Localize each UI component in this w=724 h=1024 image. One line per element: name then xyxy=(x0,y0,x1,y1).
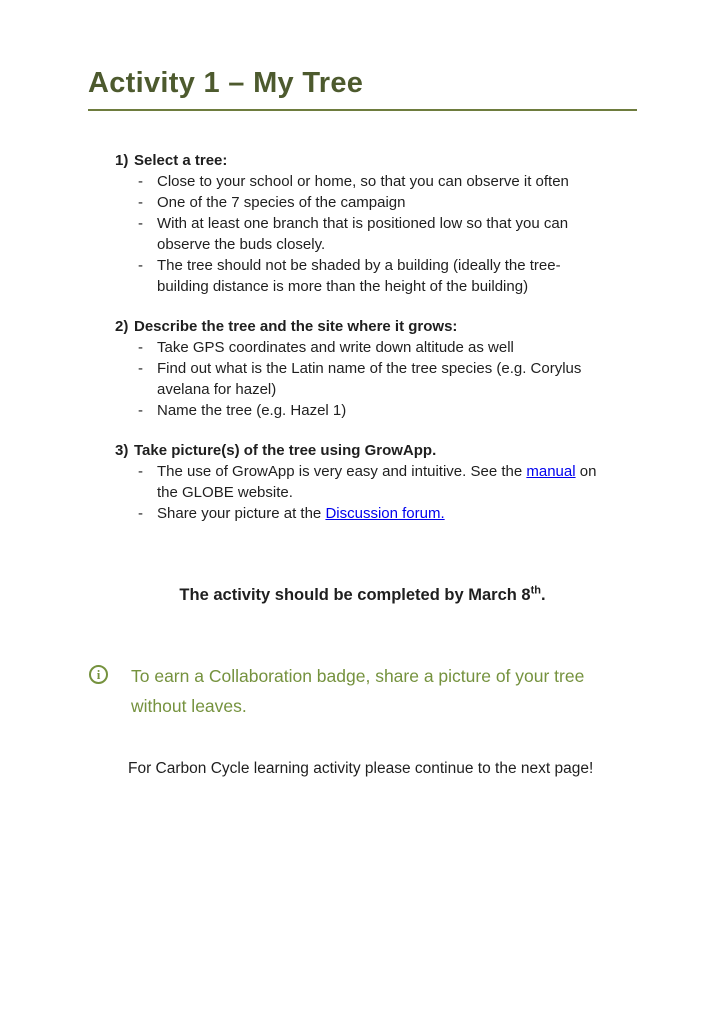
bullet-text: the GLOBE website. xyxy=(157,484,293,501)
bullet-text: Find out what is the Latin name of the tree species (e.g. Corylus xyxy=(157,360,582,377)
list-item xyxy=(115,503,627,524)
dash-bullet: - xyxy=(138,505,143,522)
bullet-text: building distance is more than the height of the building) xyxy=(157,278,529,295)
list-item xyxy=(115,358,627,400)
list-item xyxy=(115,400,627,421)
dash-bullet: - xyxy=(138,257,143,274)
manual-link[interactable]: manual xyxy=(526,463,576,480)
list-item xyxy=(115,171,627,192)
info-icon: i xyxy=(89,665,108,684)
next-page-note: For Carbon Cycle learning activity please continue to the next page! xyxy=(128,760,594,777)
list-item xyxy=(115,461,627,503)
section-heading-text: Take picture(s) of the tree using GrowApp. xyxy=(134,442,437,459)
section-heading xyxy=(115,150,627,171)
dash-bullet: - xyxy=(138,215,143,232)
list-number: 1) xyxy=(115,152,129,169)
bullet-text: Share your picture at the xyxy=(157,505,326,522)
section-heading xyxy=(115,440,627,461)
dash-bullet: - xyxy=(138,402,143,419)
bullet-text: Take GPS coordinates and write down altitude as well xyxy=(157,339,514,356)
discussion-forum-link[interactable]: Discussion forum. xyxy=(325,505,445,522)
section-heading xyxy=(115,316,627,337)
deadline-text: The activity should be completed by March 8 xyxy=(179,586,531,604)
dash-bullet: - xyxy=(138,173,143,190)
dash-bullet: - xyxy=(138,339,143,356)
section-take-pictures xyxy=(115,440,627,524)
section-heading-text: Describe the tree and the site where it grows: xyxy=(134,318,458,335)
title-block xyxy=(88,66,637,111)
deadline-period: . xyxy=(540,586,546,604)
activity-list xyxy=(115,150,627,543)
list-number: 3) xyxy=(115,442,129,459)
deadline-note xyxy=(88,584,637,606)
dash-bullet: - xyxy=(138,194,143,211)
list-item xyxy=(115,337,627,358)
section-describe-the-tree xyxy=(115,316,627,421)
collaboration-note-text: To earn a Collaboration badge, share a picture of your tree without leaves. xyxy=(131,666,585,716)
bullet-text: With at least one branch that is positioned low so that you can xyxy=(157,215,569,232)
list-number: 2) xyxy=(115,318,129,335)
bullet-text: on xyxy=(575,463,597,480)
dash-bullet: - xyxy=(138,463,143,480)
section-select-a-tree xyxy=(115,150,627,297)
list-item xyxy=(115,192,627,213)
collaboration-note xyxy=(89,661,584,721)
list-item xyxy=(115,213,627,255)
bullet-text: avelana for hazel) xyxy=(157,381,277,398)
bullet-text: observe the buds closely. xyxy=(157,236,326,253)
dash-bullet: - xyxy=(138,360,143,377)
bullet-text: Name the tree (e.g. Hazel 1) xyxy=(157,402,347,419)
bullet-text: The use of GrowApp is very easy and intuitive. See the xyxy=(157,463,527,480)
bullet-text: Close to your school or home, so that you can observe it often xyxy=(157,173,569,190)
bullet-text: One of the 7 species of the campaign xyxy=(157,194,406,211)
page-title: Activity 1 – My Tree xyxy=(88,67,364,99)
list-item xyxy=(115,255,627,297)
bullet-text: The tree should not be shaded by a building (ideally the tree- xyxy=(157,257,561,274)
section-heading-text: Select a tree: xyxy=(134,152,228,169)
deadline-superscript: th xyxy=(530,584,541,597)
